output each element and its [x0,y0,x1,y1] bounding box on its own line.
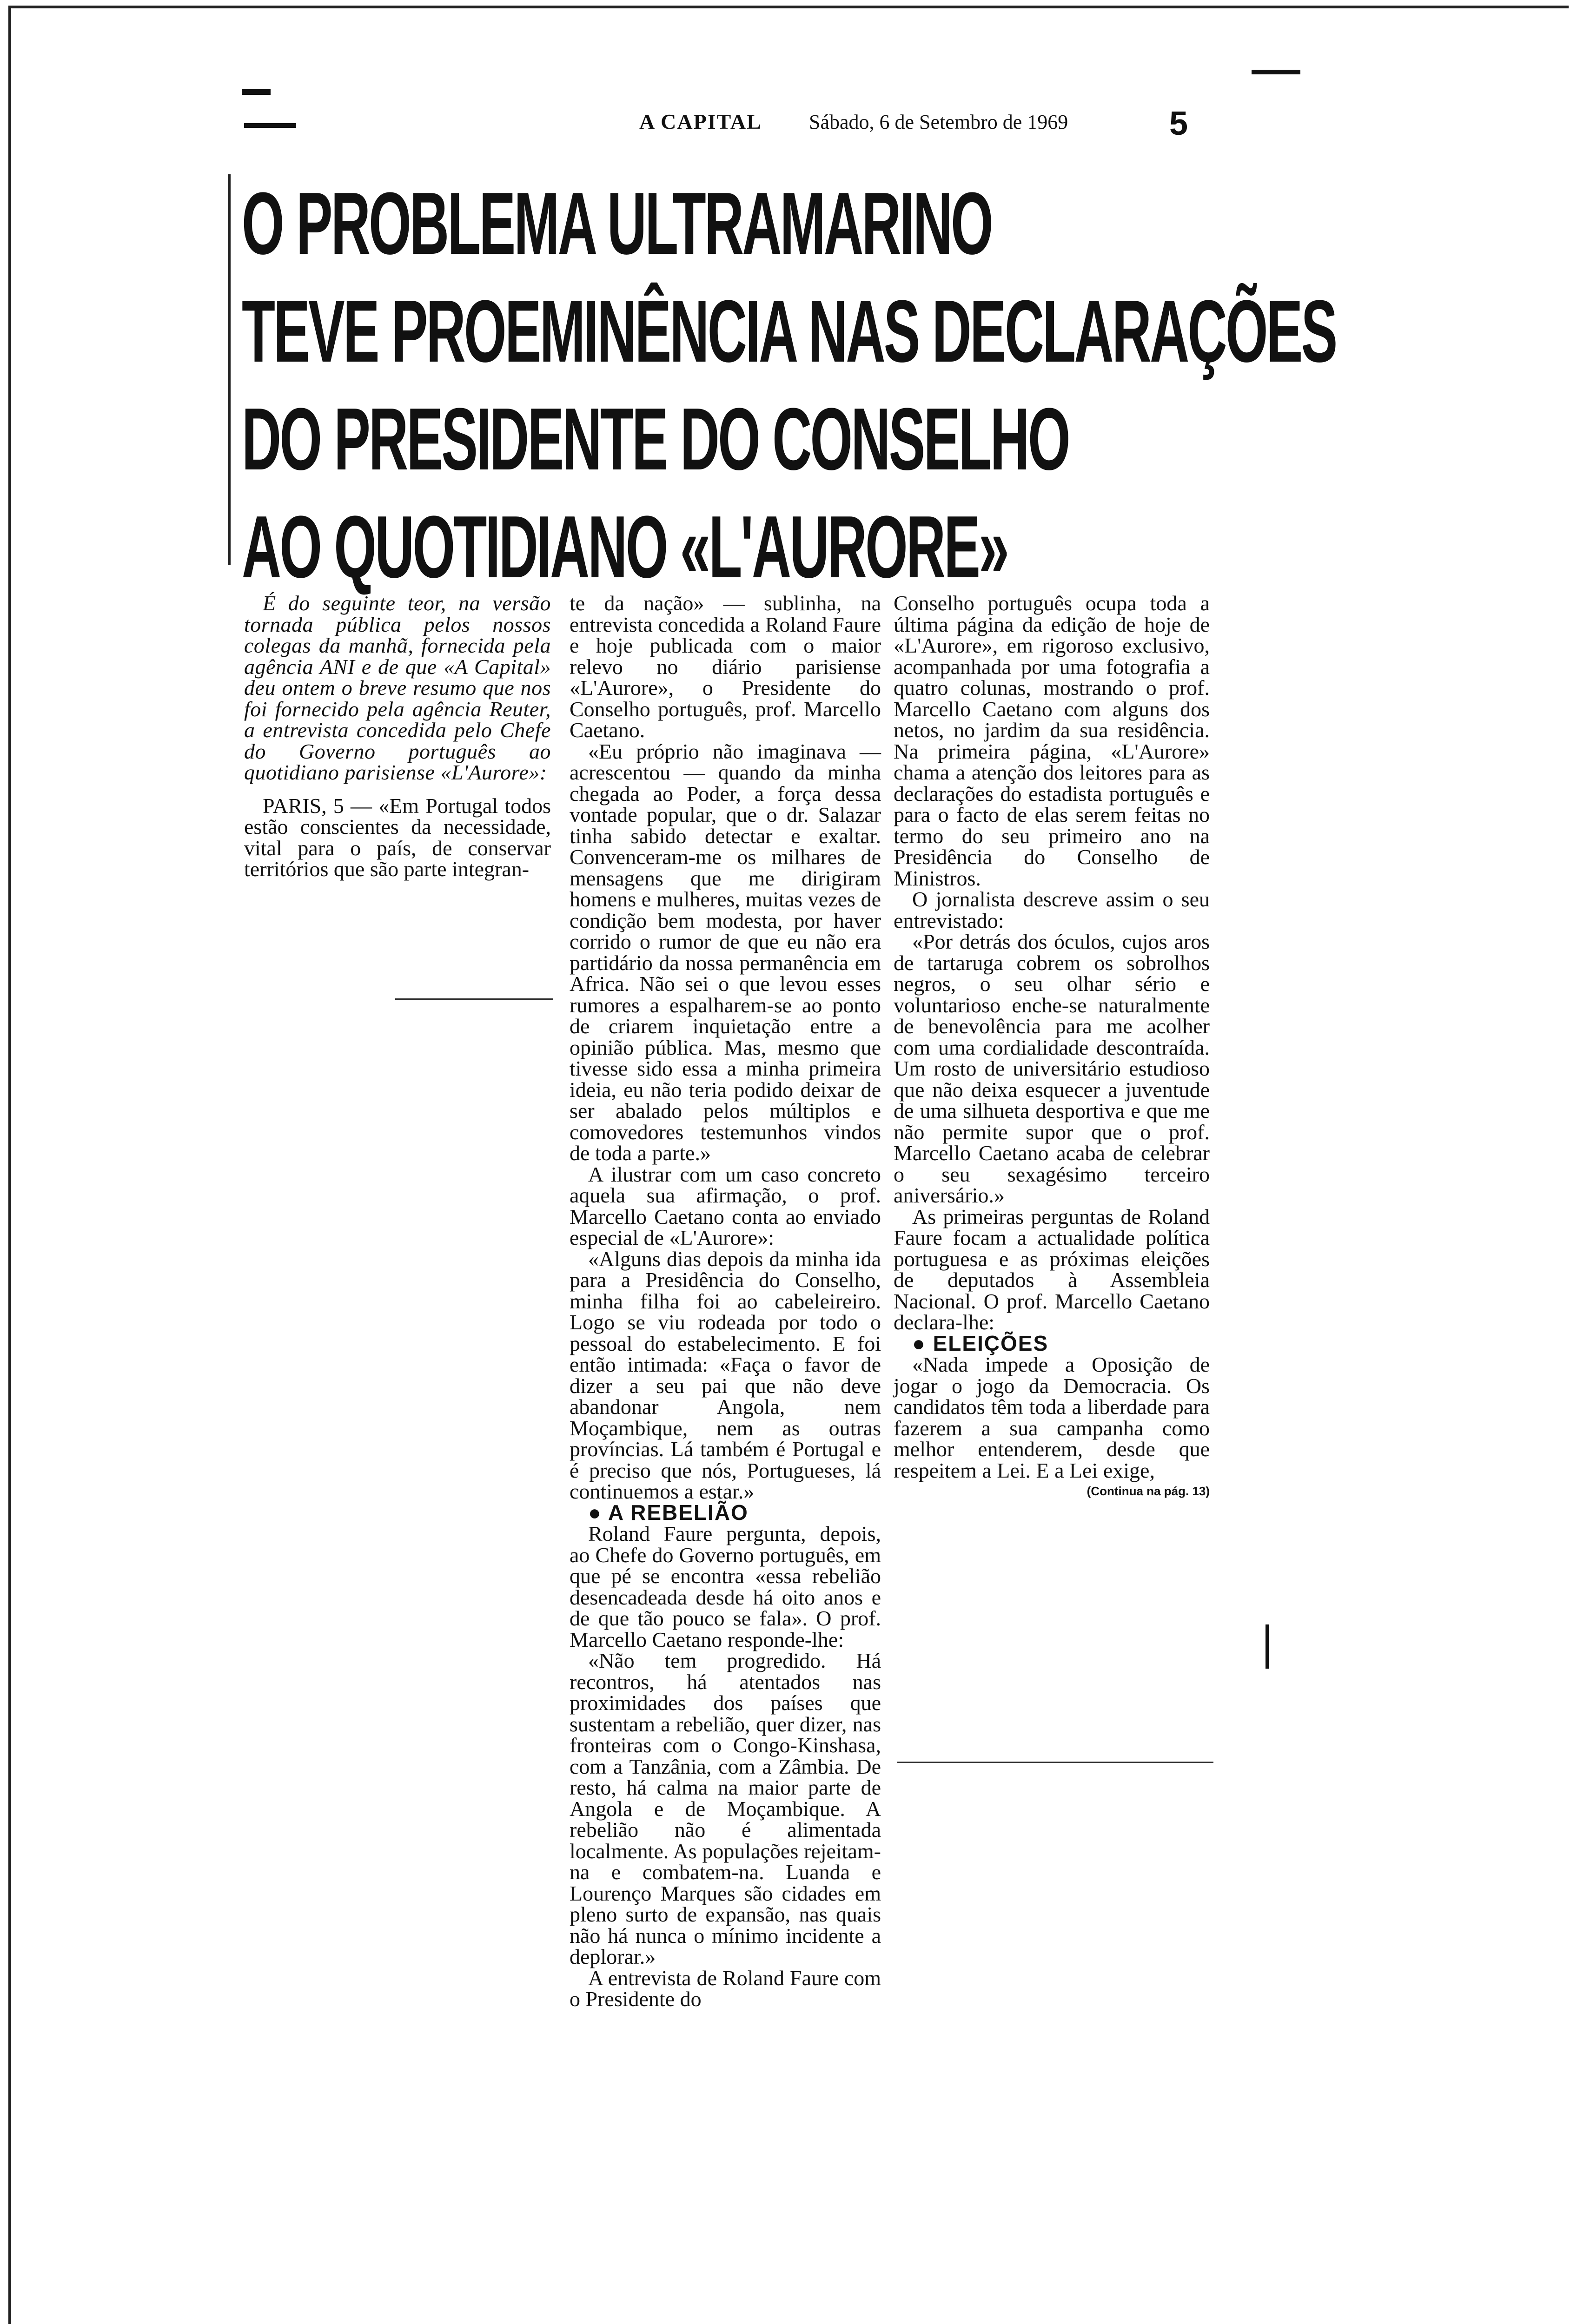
headline-line: AO QUOTIDIANO «L'AURORE» [242,498,1007,596]
article-paragraph: «Alguns dias depois da minha ida para a Presidência do Conselho, minha filha foi ao cabeleireiro. Logo se viu rodeada por todo o pessoal do estabelecimento. E foi então intimada: «Faça o favor de dizer a seu pai que não deve abandonar Angola, nem Moçambique, nem as outras províncias. Lá também é Portugal e é preciso que nós, Portugueses, lá continuemos a estar.» [570,1247,881,1503]
article-paragraph: As primeiras perguntas de Roland Faure focam a actualidade política portuguesa e as próximas eleições de deputados à Assembleia Nacional. O prof. Marcello Caetano declara-lhe: [894,1204,1210,1334]
subheading-eleicoes: ● ELEIÇÕES [912,1331,1049,1355]
clipping-mark [1266,1624,1269,1669]
article-paragraph: «Por detrás dos óculos, cujos aros de tartaruga cobrem os sobrolhos negros, o seu olhar sério e voluntarioso enche-se naturalmente de benevolência para me acolher com uma cordialidade descontraída. Um rosto de universitário estudioso que não deixa esquecer a juventude de uma silhueta desportiva e que me não permite supor que o prof. Marcello Caetano acaba de celebrar o seu sexagésimo terceiro aniversário.» [894,930,1210,1207]
article-paragraph: te da nação» — sublinha, na entrevista concedida a Roland Faure e hoje publicada com o maior relevo no diário parisiense «L'Aurore», o Presidente do Conselho português, prof. Marcello Caetano. [570,591,881,742]
article-paragraph: Roland Faure pergunta, depois, ao Chefe do Governo português, em que pé se encontra «essa rebelião desencadeada desde há oito anos e de que tão pouco se fala». O prof. Marcello Caetano responde-lhe: [570,1522,881,1651]
clipping-mark [244,123,296,128]
newspaper-name: A CAPITAL [639,110,762,133]
article-column-3 [894,593,1210,1502]
headline-line: DO PRESIDENTE DO CONSELHO [242,390,1069,489]
headline-line: O PROBLEMA ULTRAMARINO [242,174,992,273]
article-paragraph: O jornalista descreve assim o seu entrevistado: [894,887,1210,932]
article-paragraph: PARIS, 5 — «Em Portugal todos estão conscientes da necessidade, vital para o país, de conservar territórios que são parte integran- [244,793,551,881]
article-paragraph: A entrevista de Roland Faure com o Presidente do [570,1966,881,2011]
article-paragraph: «Nada impede a Oposição de jogar o jogo da Democracia. Os candidatos têm toda a liberdade para fazerem a sua campanha como melhor entenderem, desde que respeitem a Lei. E a Lei exige, [894,1353,1210,1482]
column-divider [395,998,553,1000]
article-paragraph: A ilustrar com um caso concreto aquela sua afirmação, o prof. Marcello Caetano conta ao enviado especial de «L'Aurore»: [570,1162,881,1249]
headline-rule [228,174,231,565]
clipping-mark [242,89,271,95]
dateline: Sábado, 6 de Setembro de 1969 [809,111,1068,133]
clipping-mark [1252,70,1300,74]
page-border-top [8,6,1569,8]
headline [242,170,1336,601]
page-number: 5 [1169,105,1188,142]
article-paragraph: Conselho português ocupa toda a última página da edição de hoje de «L'Aurore», em rigoroso exclusivo, acompanhada por uma fotografia a quatro colunas, mostrando o prof. Marcello Caetano com alguns dos netos, no jardim da sua residência. Na primeira página, «L'Aurore» chama a atenção dos leitores para as declarações do estadista português e para o facto de elas serem feitas no termo do seu primeiro ano na Presidência do Conselho de Ministros. [894,591,1210,890]
headline-line: TEVE PROEMINÊNCIA NAS DECLARAÇÕES [242,282,1336,381]
page-border-left [8,6,11,2324]
article-paragraph: «Eu próprio não imaginava — acrescentou — quando da minha chegada ao Poder, a força dessa vontade popular, que o dr. Salazar tinha sabido detectar e exaltar. Convenceram-me os milhares de mensagens que me dirigiram homens e mulheres, muitas vezes de condição bem modesta, por haver corrido o rumor de que eu não era partidário da nossa permanência em Africa. Não sei o que levou esses rumores a espalharem-se ao ponto de criarem inquietação entre a opinião pública. Mas, mesmo que tivesse sido essa a minha primeira ideia, eu não teria podido deixar de ser abalado pelos múltiplos e comovedores testemunhos vindos de toda a parte.» [570,739,881,1165]
page-header [639,105,1188,142]
column-divider [897,1762,1213,1763]
article-column-2 [570,593,881,2010]
article-paragraph: «Não tem progredido. Há recontros, há atentados nas proximidades dos países que sustentam a rebelião, quer dizer, nas fronteiras com o Congo-Kinshasa, com a Tanzânia, com a Zâmbia. De resto, há calma na maior parte de Angola e de Moçambique. A rebelião não é alimentada localmente. As populações rejeitam-na e combatem-na. Luanda e Lourenço Marques são cidades em pleno surto de expansão, nas quais não há nunca o mínimo incidente a deplorar.» [570,1649,881,1968]
subheading-rebeliao: ● A REBELIÃO [588,1500,749,1525]
article-column-1 [244,593,551,880]
continuation-note: (Continua na pág. 13) [1087,1484,1210,1498]
article-intro: É do seguinte teor, na versão tornada pública pelos nossos colegas da manhã, fornecida pela agência ANI e de que «A Capital» deu ontem o breve resumo que nos foi fornecido pela agência Reuter, a entrevista concedida pelo Chefe do Governo português ao quotidiano parisiense «L'Aurore»: [244,591,551,784]
